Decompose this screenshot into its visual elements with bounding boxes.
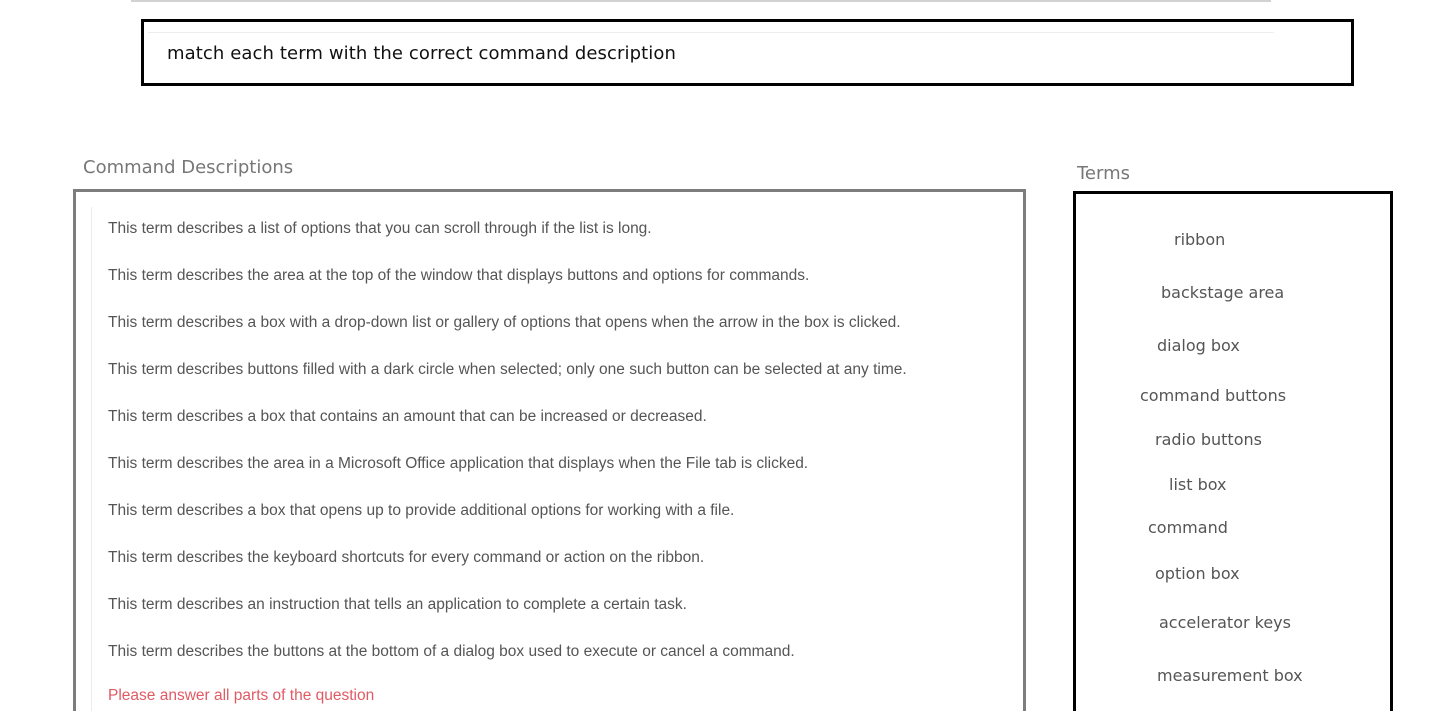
terms-heading: Terms xyxy=(1077,163,1131,184)
description-item[interactable]: This term describes a list of options that you can scroll through if the list is long. xyxy=(108,220,652,237)
description-item[interactable]: This term describes an instruction that tells an application to complete a certain task. xyxy=(108,596,687,613)
description-item[interactable]: This term describes the area at the top of the window that displays buttons and options for commands. xyxy=(108,267,810,284)
description-item[interactable]: This term describes a box that opens up to provide additional options for working with a file. xyxy=(108,502,735,519)
term-accelerator-keys[interactable]: accelerator keys xyxy=(1159,613,1291,632)
term-ribbon[interactable]: ribbon xyxy=(1174,230,1226,249)
term-radio-buttons[interactable]: radio buttons xyxy=(1155,430,1262,449)
instruction-text: match each term with the correct command description xyxy=(167,43,677,64)
descriptions-panel xyxy=(73,189,1026,711)
term-dialog-box[interactable]: dialog box xyxy=(1157,336,1240,355)
descriptions-left-rule xyxy=(91,207,92,711)
answer-all-parts-note: Please answer all parts of the question xyxy=(108,687,375,704)
terms-panel xyxy=(1073,191,1393,711)
top-divider xyxy=(131,0,1271,2)
description-item[interactable]: This term describes the area in a Microsoft Office application that displays when the File tab is clicked. xyxy=(108,455,809,472)
instruction-inner-rule xyxy=(148,32,1274,33)
descriptions-heading: Command Descriptions xyxy=(83,157,294,178)
description-item[interactable]: This term describes the buttons at the bottom of a dialog box used to execute or cancel a command. xyxy=(108,643,795,660)
term-list-box[interactable]: list box xyxy=(1169,475,1227,494)
term-measurement-box[interactable]: measurement box xyxy=(1157,666,1303,685)
instruction-box xyxy=(141,19,1354,86)
description-item[interactable]: This term describes a box that contains an amount that can be increased or decreased. xyxy=(108,408,707,425)
description-item[interactable]: This term describes a box with a drop-down list or gallery of options that opens when the arrow in the box is clicked. xyxy=(108,314,901,331)
term-backstage-area[interactable]: backstage area xyxy=(1161,283,1285,302)
term-command-buttons[interactable]: command buttons xyxy=(1140,386,1287,405)
term-command[interactable]: command xyxy=(1148,518,1228,537)
description-item[interactable]: This term describes buttons filled with a dark circle when selected; only one such button can be selected at any time. xyxy=(108,361,907,378)
term-option-box[interactable]: option box xyxy=(1155,564,1240,583)
description-item[interactable]: This term describes the keyboard shortcuts for every command or action on the ribbon. xyxy=(108,549,705,566)
